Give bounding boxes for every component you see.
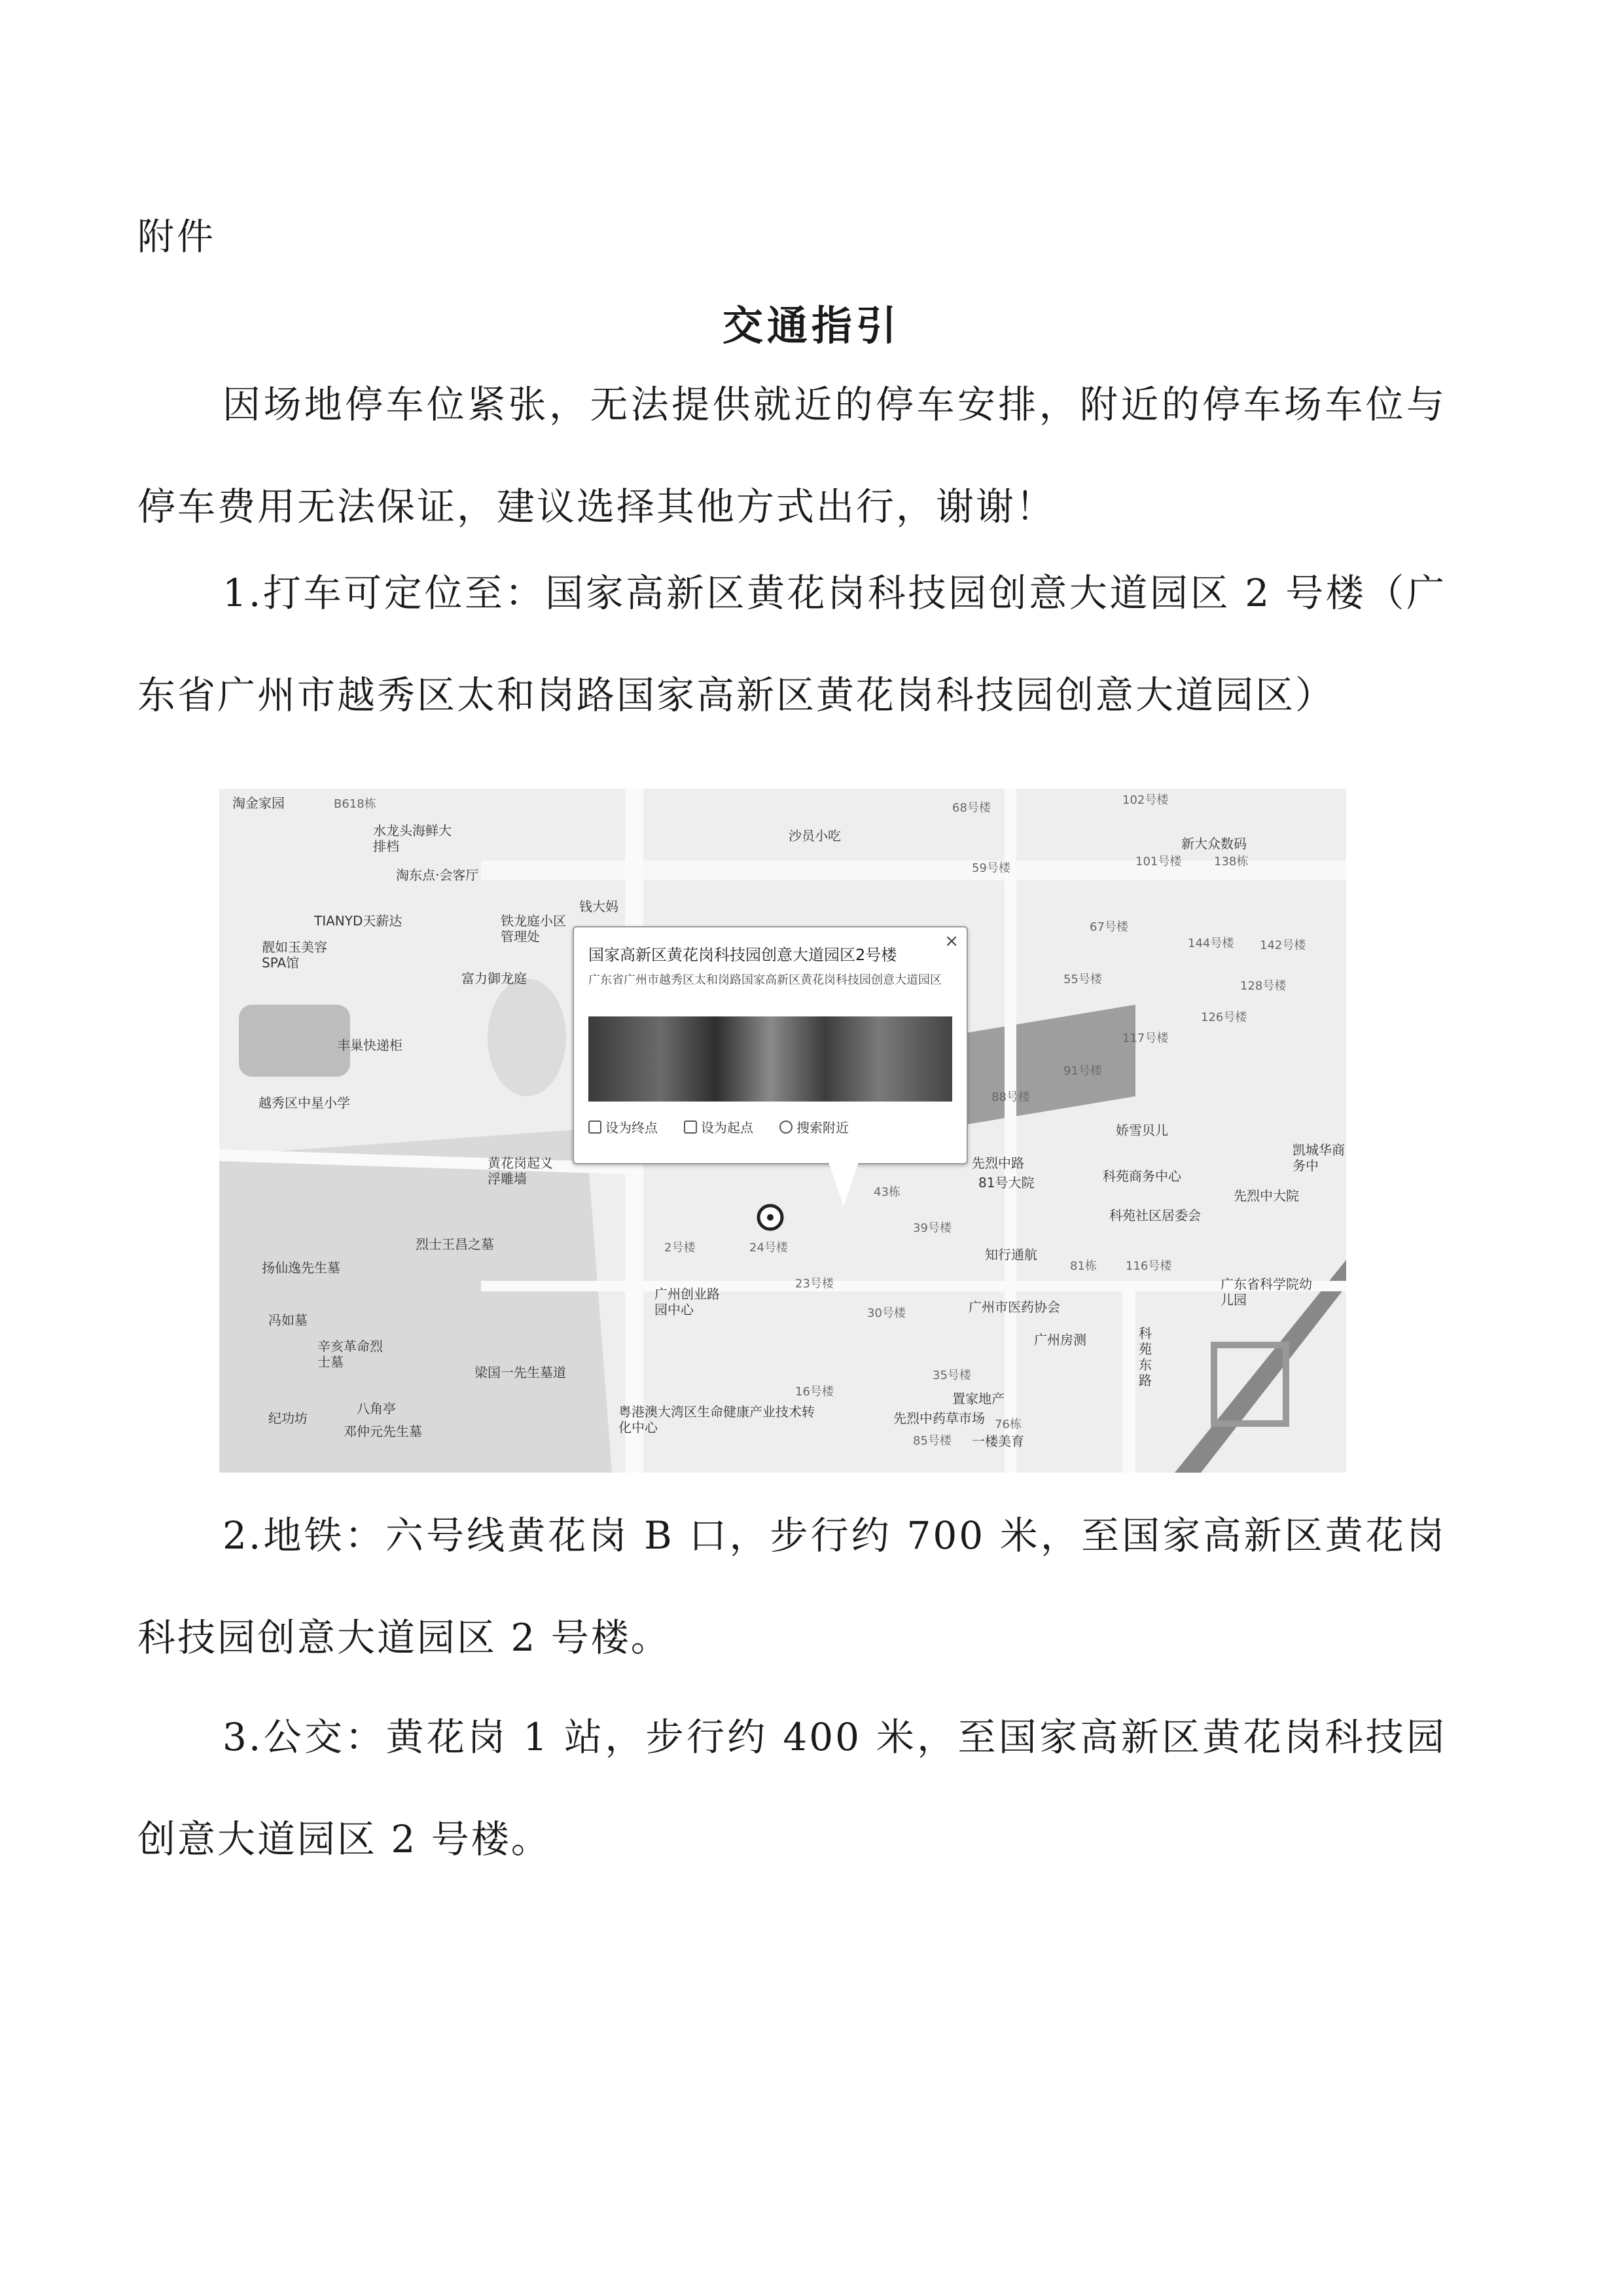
map-label: 新大众数码 <box>1181 836 1247 852</box>
map-label: 117号楼 <box>1122 1031 1169 1045</box>
intro-paragraph: 因场地停车位紧张，无法提供就近的停车安排，附近的停车场车位与停车费用无法保证，建议选择其他方式出行，谢谢！ <box>137 382 1446 529</box>
map-label: 23号楼 <box>795 1277 834 1291</box>
map-label: 黄花岗起义浮雕墙 <box>488 1155 553 1187</box>
map-label: 85号楼 <box>913 1434 952 1448</box>
map-label: 科苑社区居委会 <box>1109 1208 1201 1223</box>
map-label: 先烈中药草市场 <box>893 1410 985 1426</box>
popup-address: 广东省广州市越秀区太和岗路国家高新区黄花岗科技园创意大道园区 <box>588 973 942 987</box>
location-map <box>219 789 1346 1473</box>
set-origin-button[interactable] <box>684 1117 753 1136</box>
map-label: 水龙头海鲜大排档 <box>373 823 452 854</box>
set-destination-label: 设为终点 <box>605 1120 658 1136</box>
destination-icon <box>588 1121 601 1134</box>
map-label: 91号楼 <box>1063 1064 1102 1078</box>
attachment-label: 附件 <box>137 216 216 259</box>
map-label: 淘金家园 <box>232 795 285 811</box>
map-label: 扬仙逸先生墓 <box>262 1260 340 1276</box>
map-label: 沙员小吃 <box>789 828 841 844</box>
map-label: 116号楼 <box>1126 1259 1172 1273</box>
map-label: 2号楼 <box>664 1241 696 1255</box>
map-label: 知行通航 <box>985 1247 1037 1263</box>
set-destination-button[interactable] <box>588 1117 658 1136</box>
search-nearby-button[interactable] <box>779 1117 849 1136</box>
map-label: 16号楼 <box>795 1385 834 1399</box>
map-label: 置家地产 <box>952 1391 1005 1407</box>
map-label: 102号楼 <box>1122 793 1169 807</box>
map-label: 富力御龙庭 <box>461 971 527 986</box>
map-label: 128号楼 <box>1240 979 1287 993</box>
map-label: 丰巢快递柜 <box>337 1037 402 1053</box>
search-nearby-label: 搜索附近 <box>796 1120 849 1136</box>
map-label: 靓如玉美容SPA馆 <box>262 939 327 971</box>
map-label: 59号楼 <box>972 861 1010 875</box>
origin-icon <box>684 1121 697 1134</box>
map-label: 八角亭 <box>357 1401 396 1416</box>
map-label: 81栋 <box>1070 1259 1097 1273</box>
map-label: 铁龙庭小区管理处 <box>501 913 566 944</box>
map-label: 邓仲元先生墓 <box>344 1424 422 1439</box>
search-icon <box>779 1121 793 1134</box>
map-label: 67号楼 <box>1090 920 1128 934</box>
map-label: 68号楼 <box>952 801 991 815</box>
map-label: 35号楼 <box>933 1369 971 1382</box>
map-label: 科苑东路 <box>1139 1325 1152 1388</box>
map-label: 138栋 <box>1214 855 1249 869</box>
map-label: 88号楼 <box>991 1090 1030 1104</box>
subway-paragraph: 2.地铁：六号线黄花岗 B 口，步行约 700 米，至国家高新区黄花岗科技园创意大道园区 2 号楼。 <box>137 1513 1446 1660</box>
map-label: 43栋 <box>874 1185 901 1199</box>
taxi-paragraph: 1.打车可定位至：国家高新区黄花岗科技园创意大道园区 2 号楼（广东省广州市越秀区太和岗路国家高新区黄花岗科技园创意大道园区） <box>137 571 1446 717</box>
map-label: 广州房测 <box>1034 1332 1086 1348</box>
map-label: B618栋 <box>334 797 376 811</box>
location-popup <box>573 926 968 1164</box>
map-label: 142号楼 <box>1260 939 1306 952</box>
bus-paragraph: 3.公交：黄花岗 1 站，步行约 400 米，至国家高新区黄花岗科技园创意大道园区 2 号楼。 <box>137 1715 1446 1861</box>
map-label: TIANYD天薪达 <box>314 913 402 929</box>
map-label: 钱大妈 <box>579 899 618 914</box>
map-label: 24号楼 <box>749 1241 788 1255</box>
street-photo <box>588 1016 952 1102</box>
map-label: 55号楼 <box>1063 973 1102 986</box>
map-label: 先烈中路 <box>972 1155 1024 1171</box>
map-label: 广州创业路园中心 <box>654 1286 720 1318</box>
popup-actions <box>588 1117 849 1136</box>
map-label: 81号大院 <box>978 1175 1035 1191</box>
map-label: 辛亥革命烈士墓 <box>317 1338 383 1370</box>
map-label: 126号楼 <box>1201 1011 1247 1024</box>
set-origin-label: 设为起点 <box>701 1120 753 1136</box>
popup-pointer <box>828 1160 859 1206</box>
map-label: 冯如墓 <box>268 1312 308 1328</box>
map-label: 纪功坊 <box>268 1410 308 1426</box>
map-label: 淘东点·会客厅 <box>396 867 479 883</box>
document-title: 交通指引 <box>722 302 901 350</box>
map-label: 烈士王昌之墓 <box>416 1236 494 1252</box>
map-label: 凯城华商务中 <box>1293 1142 1345 1174</box>
popup-title: 国家高新区黄花岗科技园创意大道园区2号楼 <box>588 946 897 964</box>
close-icon[interactable]: × <box>944 931 959 951</box>
map-label: 39号楼 <box>913 1221 952 1235</box>
map-label: 先烈中大院 <box>1234 1188 1299 1204</box>
map-label: 娇雪贝儿 <box>1116 1122 1168 1138</box>
map-label: 粤港澳大湾区生命健康产业技术转化中心 <box>618 1404 815 1435</box>
map-label: 广东省科学院幼儿园 <box>1221 1276 1312 1308</box>
map-label: 科苑商务中心 <box>1103 1168 1181 1184</box>
map-label: 一楼美育 <box>972 1433 1024 1449</box>
map-label: 越秀区中星小学 <box>259 1095 350 1111</box>
map-label: 梁国一先生墓道 <box>474 1365 566 1380</box>
map-label: 广州市医药协会 <box>969 1299 1060 1315</box>
map-label: 101号楼 <box>1135 855 1182 869</box>
map-label: 144号楼 <box>1188 937 1234 950</box>
map-label: 30号楼 <box>867 1306 906 1320</box>
map-label: 76栋 <box>995 1418 1022 1431</box>
